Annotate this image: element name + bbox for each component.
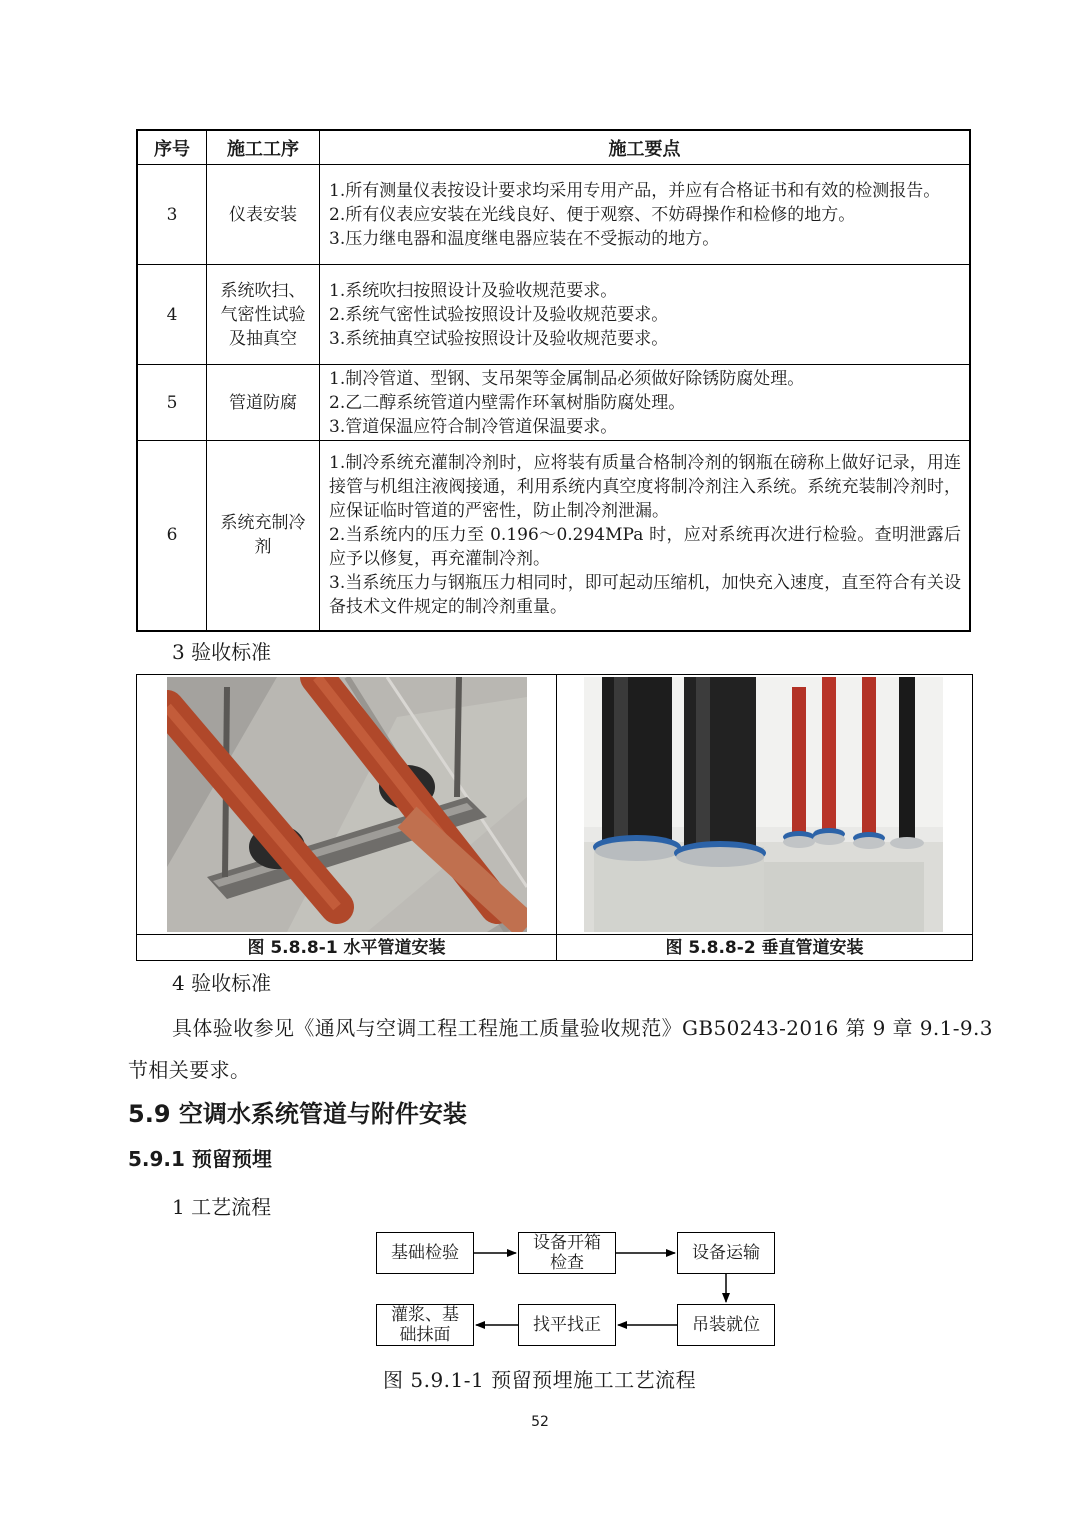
- flowchart-caption: 图 5.9.1-1 预留预埋施工工艺流程: [383, 1368, 697, 1392]
- row-step: 仪表安装: [207, 165, 320, 265]
- row-no: 6: [137, 441, 207, 631]
- heading-5-9-1: 5.9.1 预留预埋: [128, 1147, 272, 1171]
- point-text: 3.管道保温应符合制冷管道保温要求。: [329, 416, 618, 437]
- point-text: 1.所有测量仪表按设计要求均采用专用产品，并应有合格证书和有效的检测报告。: [329, 180, 941, 201]
- section-4-label: 4 验收标准: [172, 971, 272, 995]
- point-text: 2.当系统内的压力至 0.196～0.294MPa 时，应对系统再次进行检验。查明泄露后应予以修复，再充灌制冷剂。: [329, 525, 961, 570]
- flow-box-foundation-inspection: 基础检验: [376, 1232, 474, 1274]
- point-text: 3.当系统压力与钢瓶压力相同时，即可起动压缩机，加快充入速度，直至符合有关设备技术文件规定的制冷剂重量。: [329, 573, 961, 618]
- row-no: 3: [137, 165, 207, 265]
- acceptance-text-line-1: 具体验收参见《通风与空调工程工程施工质量验收规范》GB50243-2016 第 9 章 9.1-9.3: [172, 1016, 993, 1040]
- point-text: 1.制冷管道、型钢、支吊架等金属制品必须做好除锈防腐处理。: [329, 368, 805, 389]
- figure-2-caption: 图 5.8.8-2 垂直管道安装: [557, 934, 972, 961]
- row-step: 管道防腐: [207, 365, 320, 441]
- point-text: 3.系统抽真空试验按照设计及验收规范要求。: [329, 328, 669, 349]
- point-text: 1.制冷系统充灌制冷剂时，应将装有质量合格制冷剂的钢瓶在磅称上做好记录，用连接管与机组注液阀接通，利用系统内真空度将制冷剂注入系统。系统充装制冷剂时，应保证临时管道的严密性，防止制冷剂泄漏。: [329, 453, 961, 522]
- heading-5-9: 5.9 空调水系统管道与附件安装: [128, 1100, 467, 1128]
- flow-box-unpacking-inspection: 设备开箱检查: [518, 1232, 616, 1274]
- point-text: 2.所有仪表应安装在光线良好、便于观察、不妨碍操作和检修的地方。: [329, 204, 856, 225]
- process-label: 1 工艺流程: [172, 1195, 272, 1219]
- header-no: 序号: [137, 130, 207, 165]
- figure-1-caption: 图 5.8.8-1 水平管道安装: [137, 934, 556, 961]
- flow-box-equipment-transport: 设备运输: [677, 1232, 775, 1274]
- header-points: 施工要点: [320, 130, 971, 165]
- row-step-text: 系统充制冷剂: [220, 513, 306, 558]
- point-text: 1.系统吹扫按照设计及验收规范要求。: [329, 280, 618, 301]
- flow-box-leveling: 找平找正: [518, 1304, 616, 1346]
- row-no: 4: [137, 265, 207, 365]
- acceptance-text-line-2: 节相关要求。: [128, 1058, 251, 1082]
- point-text: 3.压力继电器和温度继电器应装在不受振动的地方。: [329, 228, 720, 249]
- section-3-label: 3 验收标准: [172, 640, 272, 664]
- header-step: 施工工序: [207, 130, 320, 165]
- row-step-text: 系统吹扫、气密性试验及抽真空: [220, 280, 306, 349]
- page-number: 52: [531, 1414, 549, 1430]
- row-no: 5: [137, 365, 207, 441]
- point-text: 2.乙二醇系统管道内壁需作环氧树脂防腐处理。: [329, 392, 686, 413]
- flow-box-hoisting: 吊装就位: [677, 1304, 775, 1346]
- point-text: 2.系统气密性试验按照设计及验收规范要求。: [329, 304, 669, 325]
- flow-box-grouting: 灌浆、基础抹面: [376, 1304, 474, 1346]
